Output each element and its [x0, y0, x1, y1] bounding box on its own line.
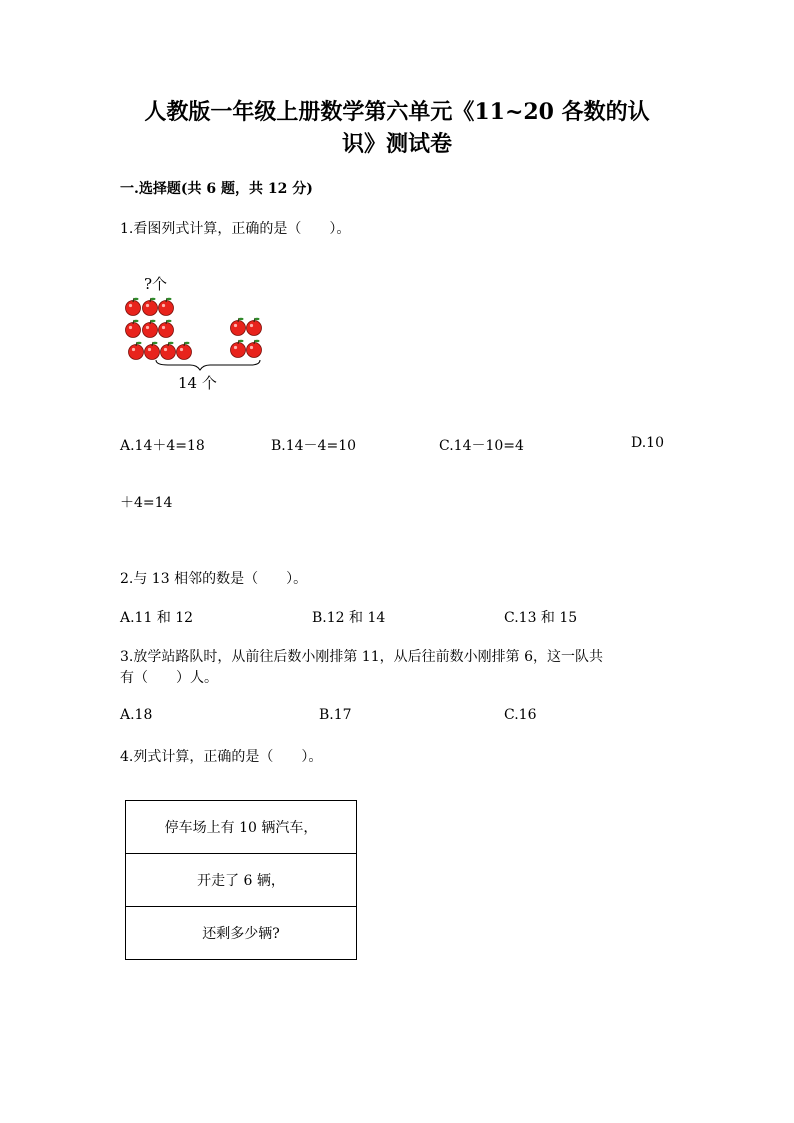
apple-group: [126, 298, 262, 360]
word-problem-row-3: 还剩多少辆?: [126, 907, 357, 960]
apple-icon: [143, 320, 158, 338]
question-1-stem: 1.看图列式计算，正确的是（ ）。: [120, 221, 351, 237]
q2-option-b[interactable]: B.12 和 14: [312, 610, 386, 626]
page-title: [100, 96, 694, 160]
q1-option-c[interactable]: C.14－10=4: [439, 438, 524, 454]
q1-option-d[interactable]: D.10: [631, 435, 664, 451]
q2-option-c[interactable]: C.13 和 15: [504, 610, 578, 626]
q3-option-b[interactable]: B.17: [319, 707, 352, 723]
word-problem-table: [125, 800, 357, 960]
figure-top-label: ?个: [144, 275, 168, 293]
question-3-stem-line-2: 有（ ）人。: [120, 670, 218, 686]
question-3-stem-line-1: 3.放学站路队时，从前往后数小刚排第 11，从后往前数小刚排第 6，这一队共: [120, 649, 603, 665]
q3-option-a[interactable]: A.18: [120, 707, 153, 723]
q1-option-b[interactable]: B.14－4=10: [271, 438, 357, 454]
word-problem-row-2: 开走了 6 辆，: [126, 854, 357, 907]
q1-option-a[interactable]: A.14＋4=18: [120, 438, 205, 454]
apple-icon: [231, 340, 246, 358]
section-heading: 一.选择题(共 6 题，共 12 分): [120, 181, 313, 197]
q3-option-c[interactable]: C.16: [504, 707, 537, 723]
apple-icon: [159, 320, 174, 338]
brace: [156, 360, 260, 370]
apple-icon: [126, 320, 141, 338]
apple-icon: [247, 340, 262, 358]
apple-icon: [177, 342, 192, 360]
apple-icon: [143, 298, 158, 316]
apple-icon: [231, 318, 246, 336]
apple-icon: [161, 342, 176, 360]
q2-option-a[interactable]: A.11 和 12: [120, 610, 194, 626]
question-4-stem: 4.列式计算，正确的是（ ）。: [120, 749, 323, 765]
word-problem-row-1: 停车场上有 10 辆汽车，: [126, 801, 357, 854]
apple-icon: [126, 298, 141, 316]
apple-icon: [145, 342, 160, 360]
figure-bottom-label: 14 个: [178, 374, 217, 392]
apple-icon: [159, 298, 174, 316]
title-line-2: 识》测试卷: [341, 131, 452, 157]
title-line-1: 人教版一年级上册数学第六单元《11~20 各数的认: [144, 99, 650, 125]
apple-icon: [129, 342, 144, 360]
question-2-stem: 2.与 13 相邻的数是（ ）。: [120, 571, 308, 587]
q1-option-d-continued: ＋4=14: [120, 495, 173, 511]
apple-figure: [120, 268, 280, 398]
apple-icon: [247, 318, 262, 336]
